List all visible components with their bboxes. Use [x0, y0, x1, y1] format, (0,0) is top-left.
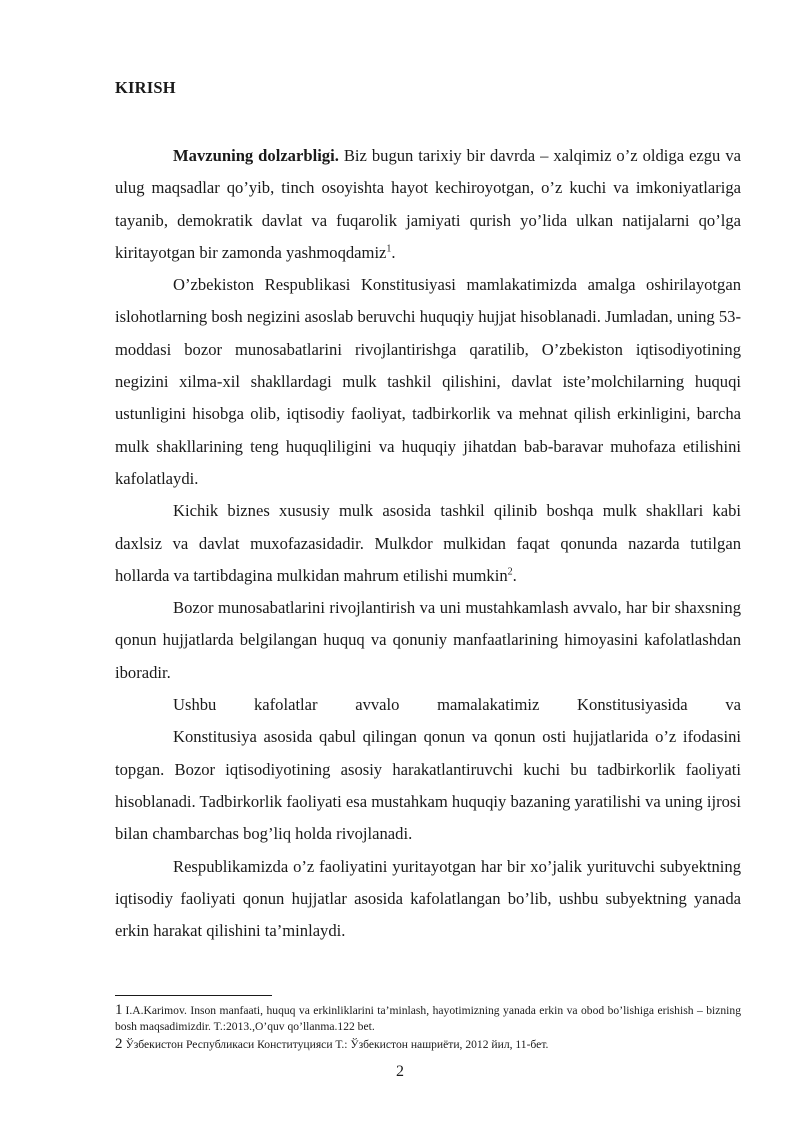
footnotes	[115, 1003, 741, 1056]
paragraph-5: Ushbu kafolatlar avvalo mamalakatimiz Konstitusiyasida va	[173, 695, 741, 715]
paragraph-2: O’zbekiston Respublikasi Konstitusiyasi mamlakatimizda amalga oshirilayotgan islohotlarning bosh negizini asoslab beruvchi huquqiy hujjat hisoblanadi. Jumladan, uning 53-moddasi bozor munosabatlarini rivojlantirishga qaratilib, O’zbekiston iqtisodiyotining negizini xilma-xil shakllardagi mulk tashkil qilishini, davlat iste’molchilarning huquqi ustunligini hisobga olib, iqtisodiy faoliyat, tadbirkorlik va mehnat qilish erkinligini, barcha mulk shakllarining teng huquqliligini va huquqiy jihatdan bab-baravar muhofaza etilishini kafolatlaydi.	[115, 275, 741, 488]
page-number: 2	[396, 1063, 404, 1080]
paragraph-lead: Mavzuning dolzarbligi.	[173, 146, 339, 165]
footnote-ref-2[interactable]: 2	[507, 566, 513, 578]
footnote-2	[115, 1037, 741, 1053]
section-heading: KIRISH	[115, 78, 176, 97]
footnote-1	[115, 1003, 741, 1034]
footnote-ref-1[interactable]: 1	[386, 243, 392, 255]
footnote-text: Ўзбекистон Республикаси Конституцияси Т.: Ўзбекистон нашриёти, 2012 йил, 11-бет.	[125, 1038, 549, 1051]
footnote-number: 2	[115, 1036, 123, 1052]
footnote-separator	[115, 995, 272, 996]
paragraph-text: Kichik biznes xususiy mulk asosida tashkil qilinib boshqa mulk shakllari kabi daxlsiz va davlat muxofazasidadir. Mulkdor mulkidan faqat qonunda nazarda tutilgan hollarda va tartibdagina mulkidan mahrum etilishi mumkin	[115, 501, 741, 585]
paragraph-6: Konstitusiya asosida qabul qilingan qonun va qonun osti hujjatlarida o’z ifodasini topgan. Bozor iqtisodiyotining asosiy harakatlantiruvchi kuchi bu tadbirkorlik faoliyati hisoblanadi. Tadbirkorlik faoliyati esa mustahkam huquqiy bazaning yaratilishi va uning ijrosi bilan chambarchas bog’liq holda rivojlanadi.	[115, 727, 741, 844]
footnote-number: 1	[115, 1002, 123, 1018]
paragraph-end: .	[512, 565, 517, 585]
paragraph-7: Respublikamizda o’z faoliyatini yuritayotgan har bir xo’jalik yurituvchi subyektning iqtisodiy faoliyati qonun hujjatlar asosida kafolatlangan bo’lib, ushbu subyektning yanada erkin harakat qilishini ta’minlaydi.	[115, 856, 741, 941]
footnote-text: I.A.Karimov. Inson manfaati, huquq va erkinliklarini ta’minlash, hayotimizning yanada erkin va obod bo’lishiga erishish – bizning bosh maqsadimizdir. T.:2013.,O’quv qo’llanma.122 bet.	[115, 1004, 741, 1033]
paragraph-1	[115, 140, 741, 269]
paragraph-3	[115, 495, 741, 592]
paragraph-end: .	[391, 242, 396, 262]
paragraph-text: Biz bugun tarixiy bir davrda – xalqimiz o’z oldiga ezgu va ulug maqsadlar qo’yib, tinch osoyishta hayot kechiroyotgan, o’z kuchi va imkoniyatlariga tayanib, demokratik davlat va fuqarolik jamiyati qurish yo’lida ulkan natijalarni qo’lga kiritayotgan bir zamonda yashmoqdamiz	[115, 146, 741, 262]
paragraph-4: Bozor munosabatlarini rivojlantirish va uni mustahkamlash avvalo, har bir shaxsning qonun hujjatlarda belgilangan huquq va qonuniy manfaatlarining himoyasini kafolatlashdan iboradir.	[115, 598, 741, 682]
body-text	[115, 140, 741, 947]
